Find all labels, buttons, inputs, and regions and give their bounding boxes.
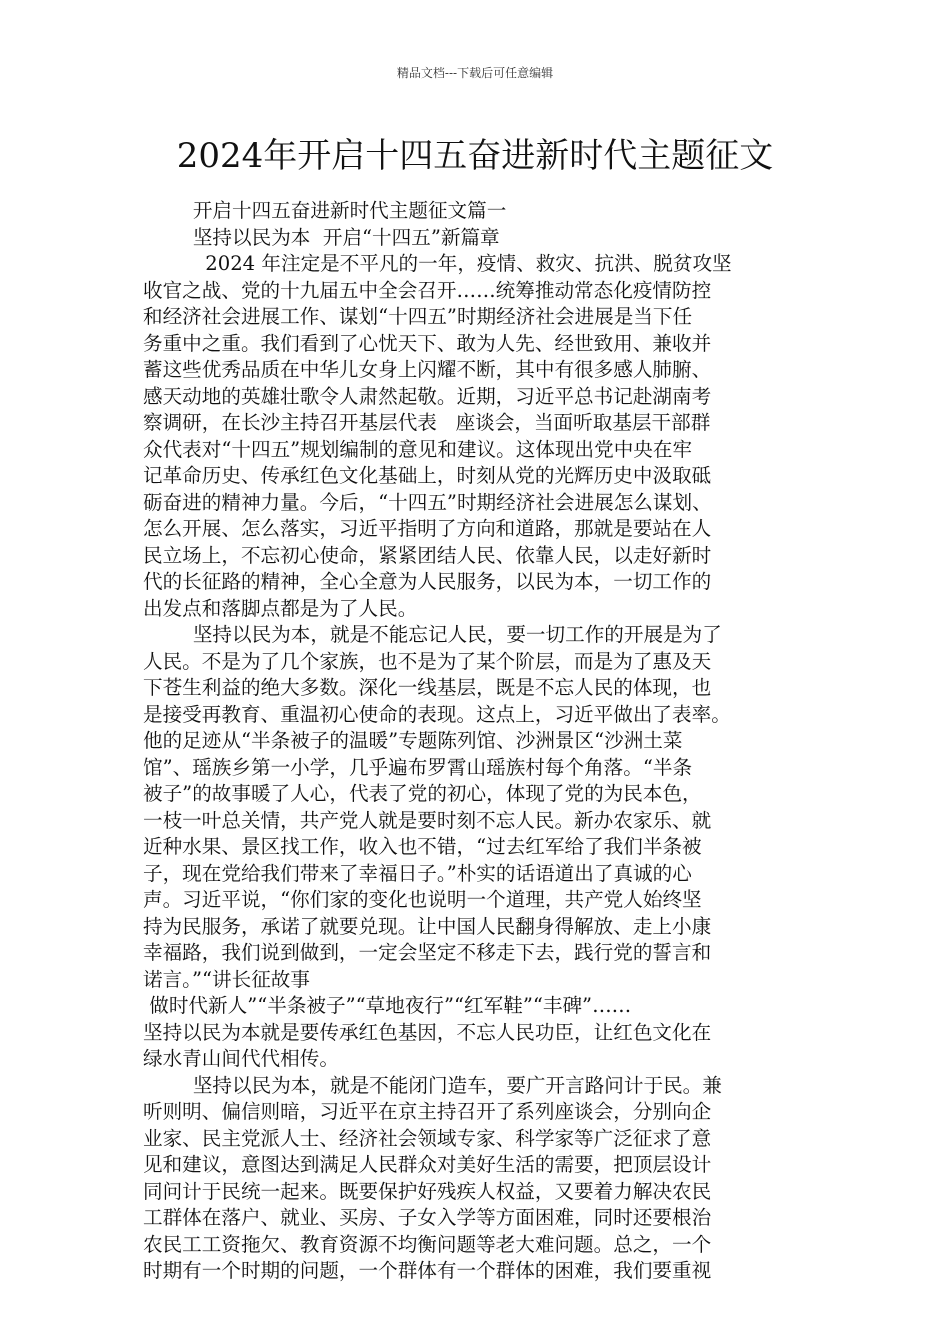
text-line: 时期有一个时期的问题，一个群体有一个群体的困难，我们要重视	[143, 1259, 712, 1282]
text-line: 坚持以民为本，就是不能忘记人民，要一切工作的开展是为了	[143, 623, 722, 646]
text-line: 坚持以民为本就是要传承红色基因，不忘人民功臣，让红色文化在	[143, 1020, 712, 1044]
text-line: 是接受再教育、重温初心使命的表现。这点上，习近平做出了表率。	[143, 702, 731, 726]
text-line: 代的长征路的精神，全心全意为人民服务，以民为本，一切工作的	[143, 570, 712, 593]
text-line: 下苍生利益的绝大多数。深化一线基层，既是不忘人民的体现，也	[143, 676, 712, 699]
text-line: 坚持以民为本 开启“十四五”新篇章	[143, 225, 500, 249]
text-line: 一枝一叶总关情，共产党人就是要时刻不忘人民。新办农家乐、就	[143, 808, 712, 832]
text-line: 近种水果、景区找工作，收入也不错，“过去红军给了我们半条被	[143, 835, 702, 858]
document-body	[143, 198, 813, 1285]
text-line: 众代表对“十四五”规划编制的意见和建议。这体现出党中央在牢	[143, 437, 693, 461]
text-line: 业家、民主党派人士、经济社会领域专家、科学家等广泛征求了意	[143, 1126, 712, 1150]
page-header: 精品文档---下载后可任意编辑	[396, 66, 554, 80]
text-line: 他的足迹从“半条被子的温暖”专题陈列馆、沙洲景区“沙洲土菜	[143, 729, 683, 752]
text-line: 人民。不是为了几个家族，也不是为了某个阶层，而是为了惠及天	[143, 649, 712, 673]
text-line: 被子”的故事暖了人心，代表了党的初心，体现了党的为民本色，	[143, 782, 702, 805]
text-line: 工群体在落户、就业、买房、子女入学等方面困难，同时还要根治	[143, 1206, 712, 1229]
text-line: 怎么开展、怎么落实，习近平指明了方向和道路，那就是要站在人	[143, 517, 712, 540]
text-line: 诺言。”“讲长征故事	[143, 967, 310, 991]
text-line: 务重中之重。我们看到了心忧天下、敢为人先、经世致用、兼收并	[143, 331, 712, 355]
text-line: 察调研，在长沙主持召开基层代表 座谈会，当面听取基层干部群	[143, 411, 711, 434]
text-line: 记革命历史、传承红色文化基础上，时刻从党的光辉历史中汲取砥	[143, 464, 712, 487]
text-line: 声。习近平说，“你们家的变化也说明一个道理，共产党人始终坚	[143, 888, 702, 911]
text-line: 幸福路，我们说到做到，一定会坚定不移走下去，践行党的誓言和	[143, 941, 712, 964]
text-line: 和经济社会进展工作、谋划“十四五”时期经济社会进展是当下任	[143, 305, 693, 328]
text-line: 见和建议，意图达到满足人民群众对美好生活的需要，把顶层设计	[143, 1153, 712, 1176]
text-line: 开启十四五奋进新时代主题征文篇一	[143, 199, 507, 222]
text-line: 坚持以民为本，就是不能闭门造车，要广开言路问计于民。兼	[143, 1073, 722, 1097]
text-line: 听则明、偏信则暗，习近平在京主持召开了系列座谈会，分别向企	[143, 1100, 712, 1123]
text-line: 收官之战、党的十九届五中全会召开……统筹推动常态化疫情防控	[143, 278, 712, 302]
text-line: 农民工工资拖欠、教育资源不均衡问题等老大难问题。总之，一个	[143, 1232, 712, 1256]
text-line: 子，现在党给我们带来了幸福日子。”朴实的话语道出了真诚的心	[143, 861, 692, 885]
text-line: 民立场上，不忘初心使命，紧紧团结人民、依靠人民，以走好新时	[143, 543, 712, 567]
text-line: 感天动地的英雄壮歌令人肃然起敬。近期，习近平总书记赴湖南考	[143, 384, 712, 408]
text-line: 蓄这些优秀品质在中华儿女身上闪耀不断，其中有很多感人肺腑、	[143, 358, 712, 381]
document-title: 2024年开启十四五奋进新时代主题征文	[176, 136, 774, 176]
text-line: 砺奋进的精神力量。今后，“十四五”时期经济社会进展怎么谋划、	[143, 490, 712, 514]
text-line: 馆”、瑶族乡第一小学，几乎遍布罗霄山瑶族村每个角落。“半条	[143, 755, 693, 779]
text-line: 绿水青山间代代相传。	[143, 1047, 339, 1070]
text-line: 同问计于民统一起来。既要保护好残疾人权益，又要着力解决农民	[143, 1179, 712, 1203]
text-line: 2024 年注定是不平凡的一年，疫情、救灾、抗洪、脱贫攻坚	[143, 252, 732, 275]
text-line: 持为民服务，承诺了就要兑现。让中国人民翻身得解放、走上小康	[143, 914, 712, 938]
text-line: 做时代新人”“半条被子”“草地夜行”“红军鞋”“丰碑”……	[143, 994, 632, 1017]
text-line: 出发点和落脚点都是为了人民。	[143, 596, 418, 620]
